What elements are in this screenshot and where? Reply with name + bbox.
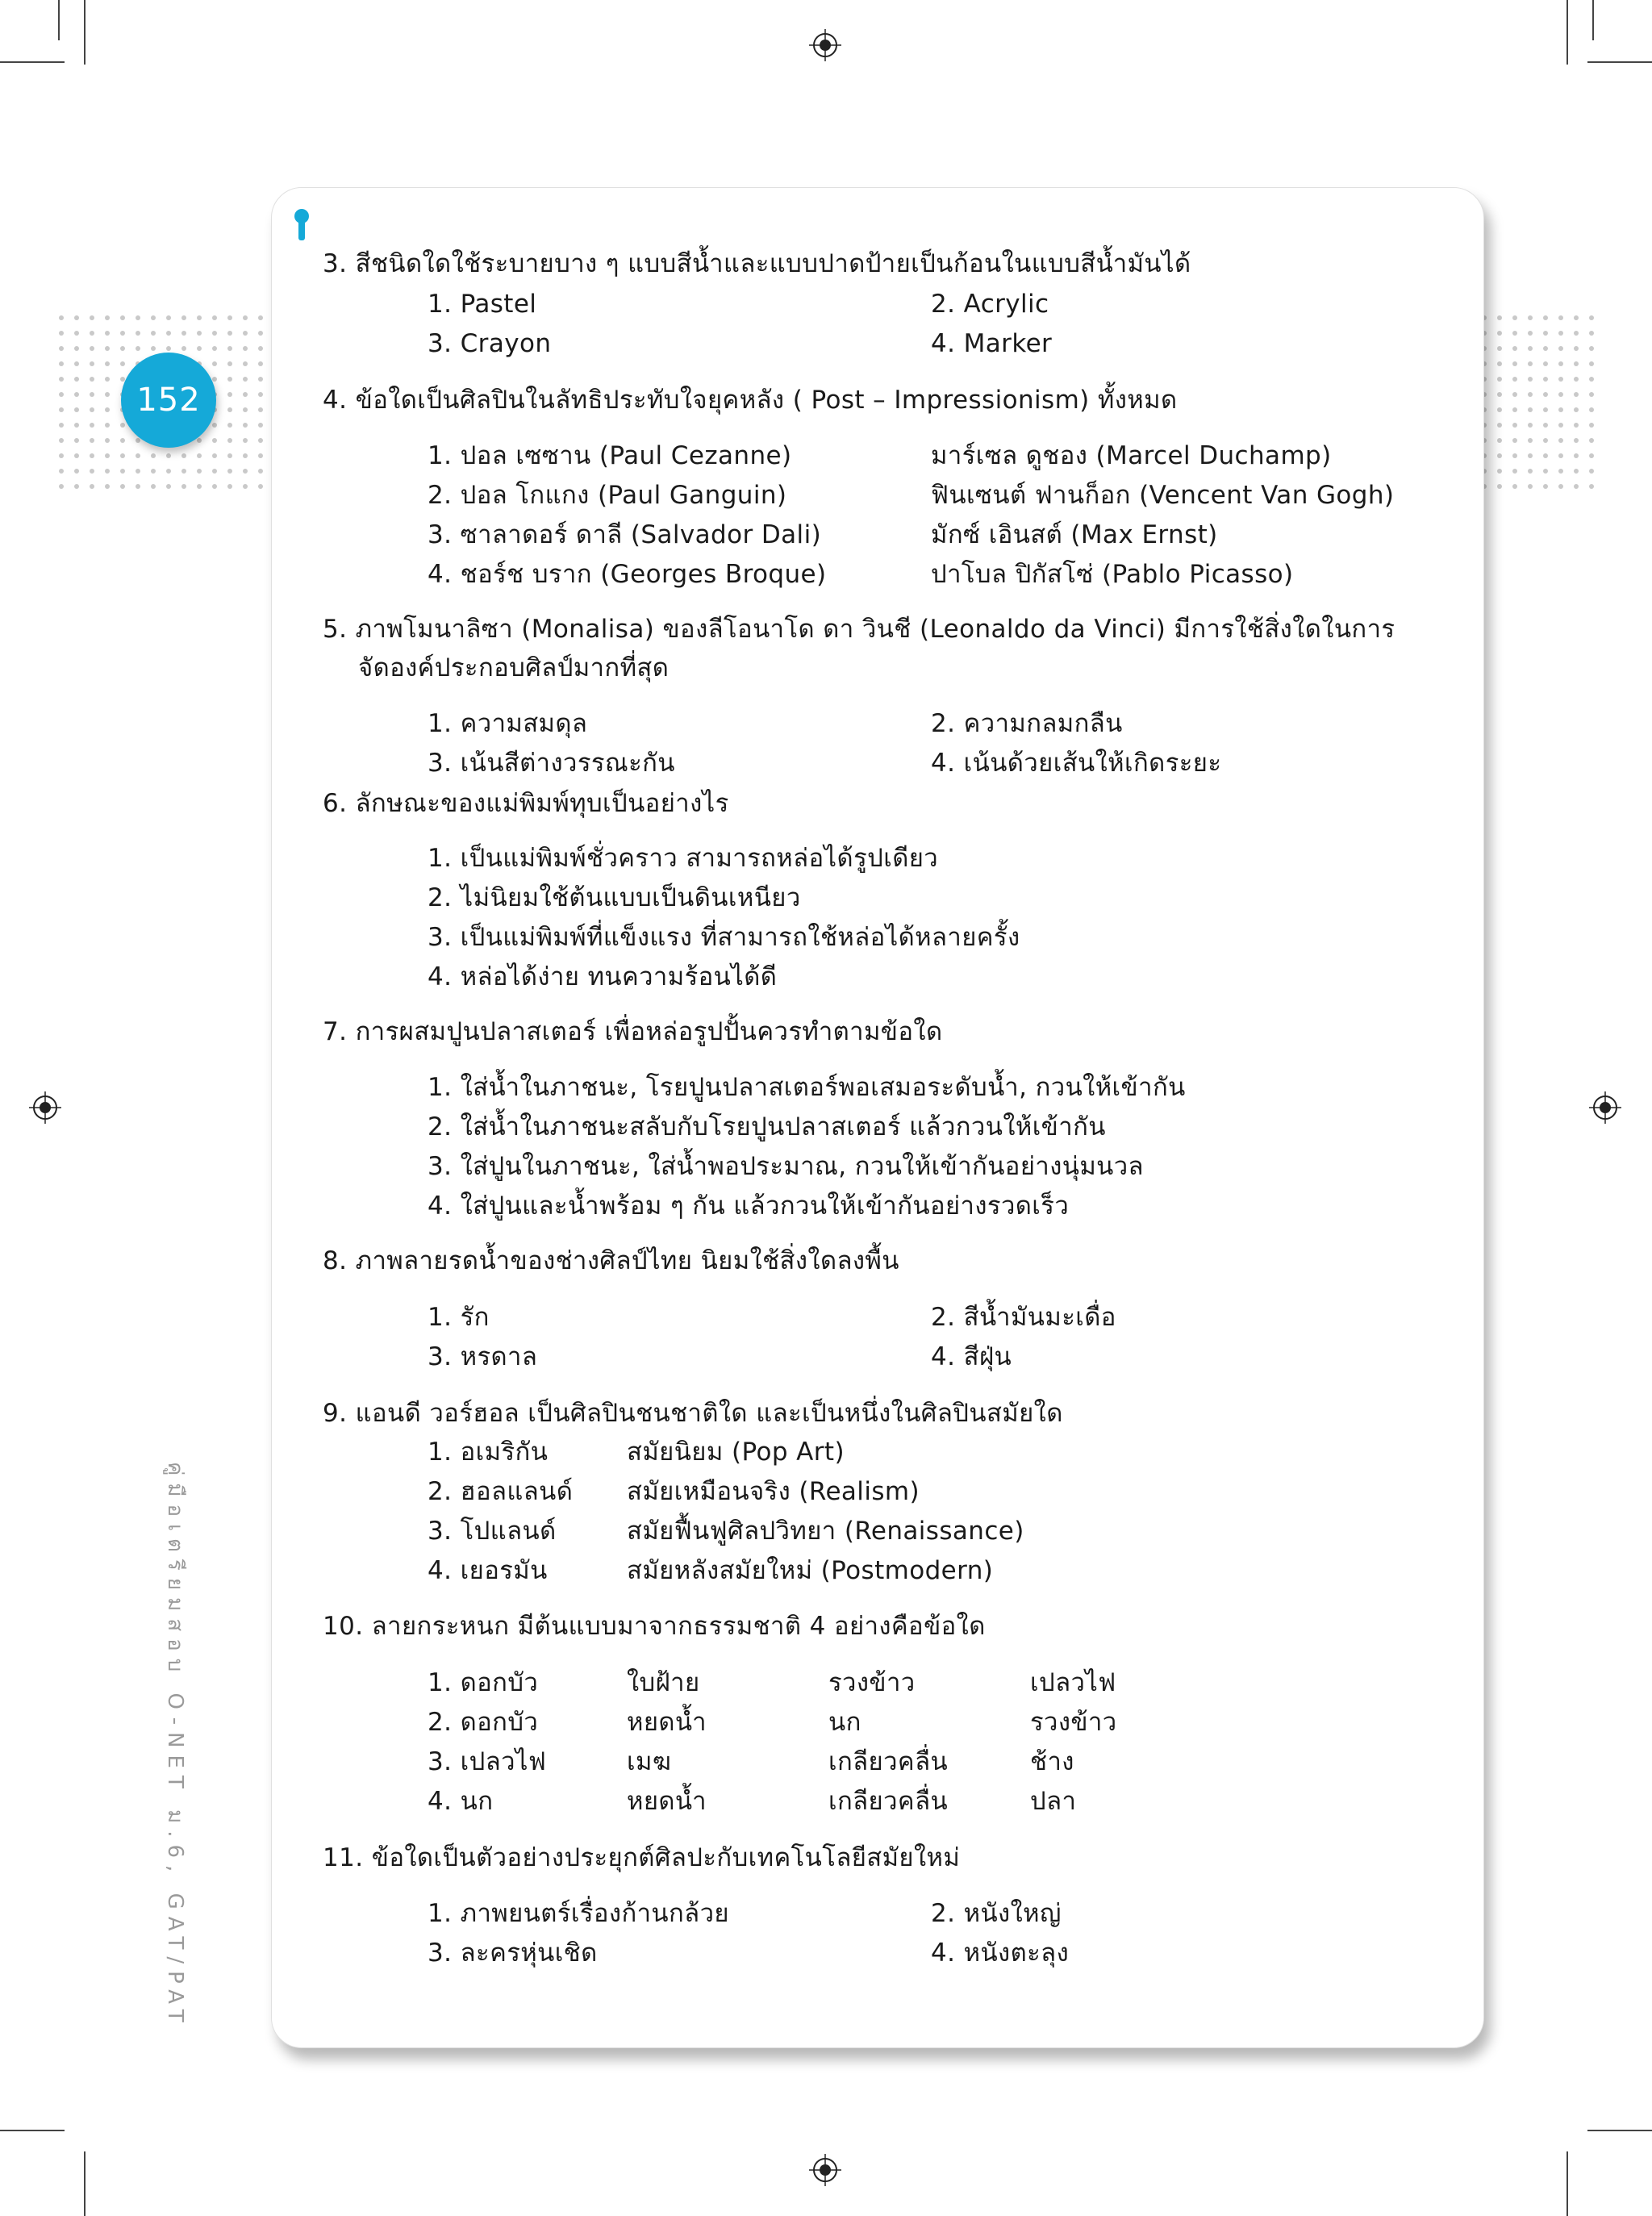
dot-grid-right [1481,315,1594,492]
crop-mark [1587,2130,1652,2131]
crop-mark [1566,2151,1568,2216]
option: 3. ซาลาดอร์ ดาลี (Salvador Dali) [428,520,822,549]
crop-mark [0,2130,65,2131]
question-5: 5. ภาพโมนาลิซา (Monalisa) ของลีโอนาโด ดา วินชี (Leonaldo da Vinci) มีการใช้สิ่งใดในการ [323,615,1395,644]
side-book-title: คู่มือเตรียมสอบ O-NET ม.6, GAT/PAT [163,1462,187,2030]
option: นก [828,1708,861,1737]
option: 2. หนังใหญ่ [931,1899,1062,1928]
option: หยดน้ำ [627,1787,707,1816]
question-3: 3. สีชนิดใดใช้ระบายบาง ๆ แบบสีน้ำและแบบปาดป้ายเป็นก้อนในแบบสีน้ำมันได้ [323,249,1191,278]
option: 1. ดอกบัว [428,1668,539,1697]
option: 2. ฮอลแลนด์ [428,1477,574,1506]
option: 2. สีน้ำมันมะเดื่อ [931,1303,1116,1332]
option: ปลา [1030,1787,1077,1816]
option: 3. เปลวไฟ [428,1747,547,1776]
option: 1. เป็นแม่พิมพ์ชั่วคราว สามารถหล่อได้รูปเดียว [428,844,939,873]
option: 2. Acrylic [931,290,1049,319]
crop-mark [1592,0,1594,40]
option: 3. โปแลนด์ [428,1517,557,1546]
option: 2. ดอกบัว [428,1708,539,1737]
registration-mark-icon [809,2154,841,2186]
question-11: 11. ข้อใดเป็นตัวอย่างประยุกต์ศิลปะกับเทคโนโลยีสมัยใหม่ [323,1843,961,1872]
option: 3. Crayon [428,329,552,358]
option: 1. ใส่น้ำในภาชนะ, โรยปูนปลาสเตอร์พอเสมอระดับน้ำ, กวนให้เข้ากัน [428,1073,1186,1102]
option: หยดน้ำ [627,1708,707,1737]
option: 3. หรดาล [428,1342,538,1371]
question-8: 8. ภาพลายรดน้ำของช่างศิลป์ไทย นิยมใช้สิ่งใดลงพื้น [323,1246,899,1275]
crop-mark [58,0,60,40]
option: 1. ปอล เซซาน (Paul Cezanne) [428,441,792,470]
option: 1. Pastel [428,290,537,319]
question-6: 6. ลักษณะของแม่พิมพ์ทุบเป็นอย่างไร [323,789,729,818]
crop-mark [1566,0,1568,65]
crop-mark [0,61,65,63]
option: เปลวไฟ [1030,1668,1116,1697]
option: 4. หนังตะลุง [931,1938,1070,1968]
option: 4. เยอรมัน [428,1556,548,1585]
option: 3. ใส่ปูนในภาชนะ, ใส่น้ำพอประมาณ, กวนให้เข้ากันอย่างนุ่มนวล [428,1152,1144,1181]
keyhole-icon [293,208,311,242]
option: 1. อเมริกัน [428,1438,549,1467]
option: ปาโบล ปิกัสโซ่ (Pablo Picasso) [931,560,1294,589]
question-5-continued: จัดองค์ประกอบศิลป์มากที่สุด [358,653,670,682]
crop-mark [84,0,86,65]
crop-mark [1587,61,1652,63]
option: ฟินเซนต์ ฟานก็อก (Vencent Van Gogh) [931,481,1395,510]
option: 2. ปอล โกแกง (Paul Ganguin) [428,481,787,510]
option: 4. นก [428,1787,494,1816]
option: เกลียวคลื่น [828,1787,949,1816]
option: สมัยเหมือนจริง (Realism) [627,1477,920,1506]
option: 1. ความสมดุล [428,709,588,738]
question-9: 9. แอนดี วอร์ฮอล เป็นศิลปินชนชาติใด และเป็นหนึ่งในศิลปินสมัยใด [323,1399,1063,1428]
option: มักซ์ เอินสต์ (Max Ernst) [931,520,1218,549]
option: สมัยนิยม (Pop Art) [627,1438,845,1467]
question-7: 7. การผสมปูนปลาสเตอร์ เพื่อหล่อรูปปั้นควรทำตามข้อใด [323,1017,943,1046]
option: 3. เป็นแม่พิมพ์ที่แข็งแรง ที่สามารถใช้หล่อได้หลายครั้ง [428,923,1020,952]
option: 4. ชอร์ช บราก (Georges Broque) [428,560,827,589]
option: 4. Marker [931,329,1053,358]
option: 1. รัก [428,1303,490,1332]
registration-mark-icon [809,29,841,61]
option: มาร์เซล ดูชอง (Marcel Duchamp) [931,441,1332,470]
question-10: 10. ลายกระหนก มีต้นแบบมาจากธรรมชาติ 4 อย่างคือข้อใด [323,1612,986,1641]
option: 2. ความกลมกลืน [931,709,1123,738]
page-number: 152 [121,353,216,448]
option: 4. สีฝุ่น [931,1342,1012,1371]
question-4: 4. ข้อใดเป็นศิลปินในลัทธิประทับใจยุคหลัง ( Post – Impressionism) ทั้งหมด [323,386,1178,415]
option: 1. ภาพยนตร์เรื่องก้านกล้วย [428,1899,729,1928]
option: ใบฝ้าย [627,1668,700,1697]
option: สมัยหลังสมัยใหม่ (Postmodern) [627,1556,994,1585]
crop-mark [84,2151,86,2216]
option: สมัยฟื้นฟูศิลปวิทยา (Renaissance) [627,1517,1024,1546]
option: 4. หล่อได้ง่าย ทนความร้อนได้ดี [428,962,778,991]
option: รวงข้าว [828,1668,916,1697]
option: เกลียวคลื่น [828,1747,949,1776]
option: 3. เน้นสีต่างวรรณะกัน [428,749,675,778]
option: 4. เน้นด้วยเส้นให้เกิดระยะ [931,749,1222,778]
registration-mark-icon [29,1091,61,1124]
option: ช้าง [1030,1747,1074,1776]
option: 2. ไม่นิยมใช้ต้นแบบเป็นดินเหนียว [428,883,801,912]
option: 4. ใส่ปูนและน้ำพร้อม ๆ กัน แล้วกวนให้เข้ากันอย่างรวดเร็ว [428,1191,1070,1221]
option: เมฆ [627,1747,672,1776]
option: 3. ละครหุ่นเชิด [428,1938,598,1968]
option: 2. ใส่น้ำในภาชนะสลับกับโรยปูนปลาสเตอร์ แล้วกวนให้เข้ากัน [428,1112,1106,1141]
registration-mark-icon [1589,1091,1621,1124]
option: รวงข้าว [1030,1708,1117,1737]
